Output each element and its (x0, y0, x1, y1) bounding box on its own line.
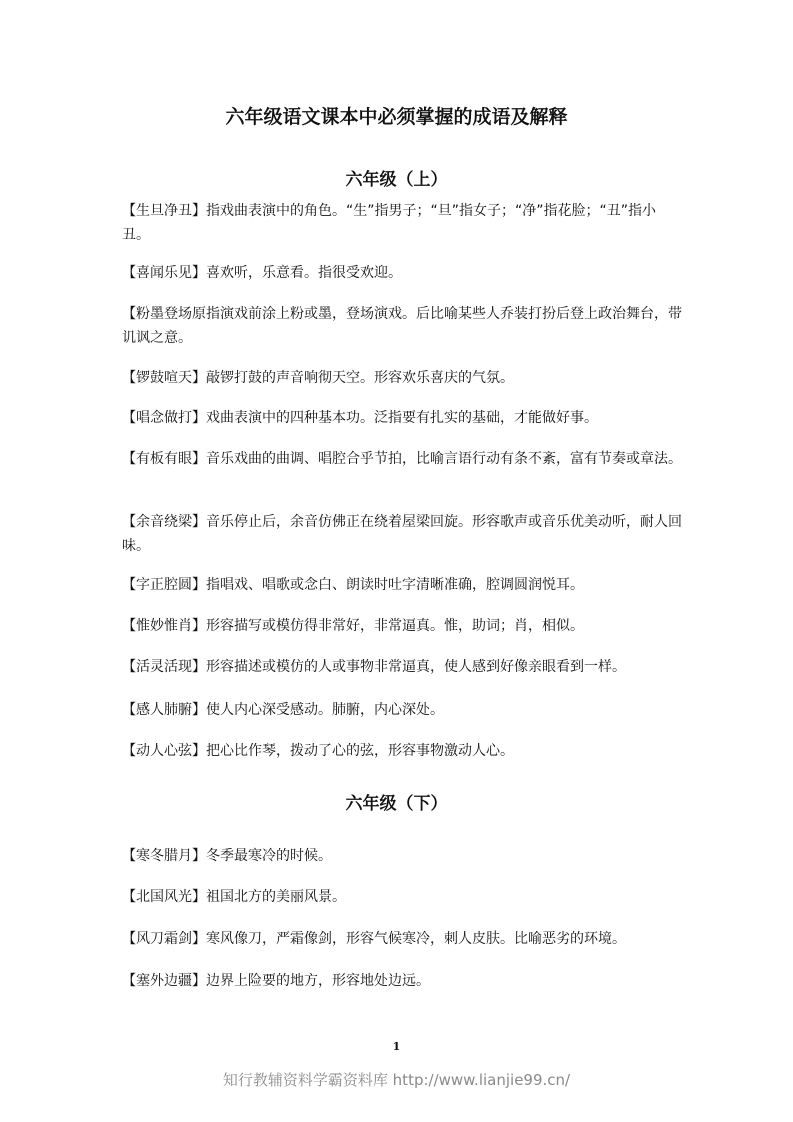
idiom-term: 【有板有眼】 (122, 451, 206, 467)
idiom-entry (122, 302, 682, 350)
idiom-term: 【喜闻乐见】 (122, 265, 206, 281)
idiom-entry (122, 927, 682, 951)
idiom-entry (122, 698, 682, 722)
section-heading-upper: 六年级（上） (345, 170, 448, 190)
idiom-definition: 把心比作琴，拨动了心的弦，形容事物激动人心。 (206, 743, 514, 759)
page-title: 六年级语文课本中必须掌握的成语及解释 (225, 106, 568, 128)
idiom-definition: 使人内心深受感动。肺腑，内心深处。 (206, 702, 444, 718)
idiom-definition: 寒风像刀，严霜像剑，形容气候寒冷，刺人皮肤。比喻恶劣的环境。 (206, 931, 626, 947)
idiom-entry (122, 614, 682, 638)
idiom-term: 【活灵活现】 (122, 659, 206, 675)
idiom-definition: 祖国北方的美丽风景。 (206, 889, 346, 905)
footer-watermark: 知行教辅资料学霸资料库 http://www.lianjie99.cn/ (222, 1071, 571, 1089)
idiom-definition: 指唱戏、唱歌或念白、朗读时吐字清晰准确，腔调圆润悦耳。 (206, 577, 584, 593)
idiom-entry (122, 844, 682, 868)
idiom-term: 【粉墨登场 (122, 306, 192, 322)
idiom-term: 【风刀霜剑】 (122, 931, 206, 947)
idiom-definition: 冬季最寒冷的时候。 (206, 848, 332, 864)
idiom-entry (122, 406, 682, 430)
idiom-definition: 原指演戏前涂上粉或墨，登场演戏。后比喻某些人乔装打扮后登上政治舞台，带讥讽之意。 (122, 306, 682, 346)
section-heading-lower: 六年级（下） (345, 794, 448, 814)
idiom-entry (122, 573, 682, 597)
idiom-entry (122, 366, 682, 390)
idiom-term: 【寒冬腊月】 (122, 848, 206, 864)
idiom-entry (122, 655, 682, 679)
idiom-entry (122, 739, 682, 763)
idiom-entry (122, 199, 682, 247)
idiom-term: 【锣鼓喧天】 (122, 370, 206, 386)
idiom-definition: 形容描述或模仿的人或事物非常逼真，使人感到好像亲眼看到一样。 (206, 659, 626, 675)
idiom-term: 【余音绕梁】 (122, 514, 206, 530)
idiom-term: 【唱念做打】 (122, 410, 206, 426)
idiom-entry (122, 510, 682, 558)
idiom-term: 【北国风光】 (122, 889, 206, 905)
idiom-term: 【动人心弦】 (122, 743, 206, 759)
idiom-entry (122, 969, 682, 993)
idiom-definition: 指戏曲表演中的角色。“生”指男子；“旦”指女子；“净”指花脸；“丑”指小丑。 (122, 203, 657, 243)
idiom-term: 【生旦净丑】 (122, 203, 206, 219)
page-number: 1 (392, 1040, 401, 1053)
idiom-entry (122, 261, 682, 285)
idiom-term: 【感人肺腑】 (122, 702, 206, 718)
idiom-entry (122, 885, 682, 909)
idiom-term: 【惟妙惟肖】 (122, 618, 206, 634)
idiom-term: 【字正腔圆】 (122, 577, 206, 593)
idiom-term: 【塞外边疆】 (122, 973, 206, 989)
idiom-definition: 戏曲表演中的四种基本功。泛指要有扎实的基础，才能做好事。 (206, 410, 598, 426)
idiom-definition: 形容描写或模仿得非常好，非常逼真。惟，助词；肖，相似。 (206, 618, 584, 634)
idiom-definition: 音乐停止后，余音仿佛正在绕着屋梁回旋。形容歌声或音乐优美动听，耐人回味。 (122, 514, 682, 554)
idiom-entry (122, 447, 682, 471)
idiom-definition: 边界上险要的地方，形容地处边远。 (206, 973, 430, 989)
idiom-definition: 喜欢听，乐意看。指很受欢迎。 (206, 265, 402, 281)
idiom-definition: 音乐戏曲的曲调、唱腔合乎节拍，比喻言语行动有条不紊，富有节奏或章法。 (206, 451, 682, 467)
idiom-definition: 敲锣打鼓的声音响彻天空。形容欢乐喜庆的气氛。 (206, 370, 514, 386)
